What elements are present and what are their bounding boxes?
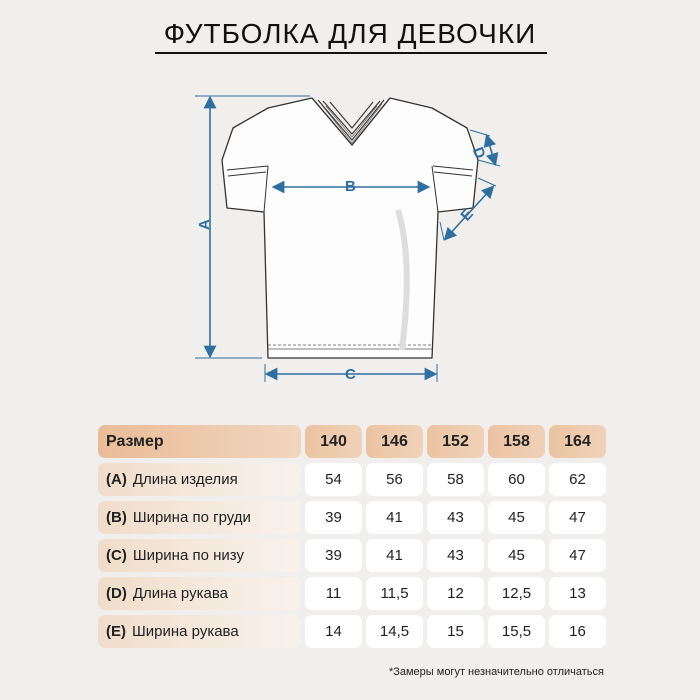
label-c: C bbox=[345, 366, 356, 383]
row-code: (E) bbox=[106, 623, 126, 640]
table-cell: 41 bbox=[366, 539, 423, 572]
table-cell: 54 bbox=[305, 463, 362, 496]
row-code: (C) bbox=[106, 547, 127, 564]
table-cell: 47 bbox=[549, 501, 606, 534]
row-label-d bbox=[98, 577, 301, 610]
table-cell: 12 bbox=[427, 577, 484, 610]
table-cell: 43 bbox=[427, 501, 484, 534]
footnote: *Замеры могут незначительно отличаться bbox=[388, 666, 604, 678]
row-text: Ширина по груди bbox=[132, 509, 251, 526]
table-cell: 45 bbox=[488, 539, 545, 572]
row-label-c bbox=[98, 539, 301, 572]
table-cell: 43 bbox=[427, 539, 484, 572]
row-label-e bbox=[98, 615, 301, 648]
table-cell: 41 bbox=[366, 501, 423, 534]
label-b: B bbox=[345, 178, 356, 195]
table-cell: 56 bbox=[366, 463, 423, 496]
row-label-b bbox=[98, 501, 301, 534]
row-text: Ширина по низу bbox=[132, 547, 244, 564]
size-table bbox=[98, 425, 606, 648]
table-cell: 15 bbox=[427, 615, 484, 648]
row-code: (B) bbox=[106, 509, 127, 526]
table-cell: 47 bbox=[549, 539, 606, 572]
row-code: (D) bbox=[106, 585, 127, 602]
table-cell: 12,5 bbox=[488, 577, 545, 610]
table-cell: 62 bbox=[549, 463, 606, 496]
table-cell: 11,5 bbox=[366, 577, 423, 610]
row-text: Длина рукава bbox=[132, 585, 228, 602]
table-cell: 15,5 bbox=[488, 615, 545, 648]
table-cell: 13 bbox=[549, 577, 606, 610]
label-d: D bbox=[468, 144, 489, 161]
page-title: ФУТБОЛКА ДЛЯ ДЕВОЧКИ bbox=[163, 18, 537, 49]
table-cell: 14,5 bbox=[366, 615, 423, 648]
table-cell: 39 bbox=[305, 539, 362, 572]
header-size-158: 158 bbox=[488, 425, 545, 458]
header-size-140: 140 bbox=[305, 425, 362, 458]
row-text: Длина изделия bbox=[132, 471, 238, 488]
header-size-146: 146 bbox=[366, 425, 423, 458]
label-e: E bbox=[457, 205, 477, 225]
table-cell: 14 bbox=[305, 615, 362, 648]
row-code: (A) bbox=[106, 471, 127, 488]
header-size-164: 164 bbox=[549, 425, 606, 458]
table-cell: 16 bbox=[549, 615, 606, 648]
table-cell: 60 bbox=[488, 463, 545, 496]
table-cell: 11 bbox=[305, 577, 362, 610]
row-label-a bbox=[98, 463, 301, 496]
header-size-label: Размер bbox=[98, 425, 301, 458]
label-a: A bbox=[196, 219, 213, 230]
table-cell: 39 bbox=[305, 501, 362, 534]
header-size-152: 152 bbox=[427, 425, 484, 458]
table-cell: 58 bbox=[427, 463, 484, 496]
row-text: Ширина рукава bbox=[132, 623, 239, 640]
table-cell: 45 bbox=[488, 501, 545, 534]
